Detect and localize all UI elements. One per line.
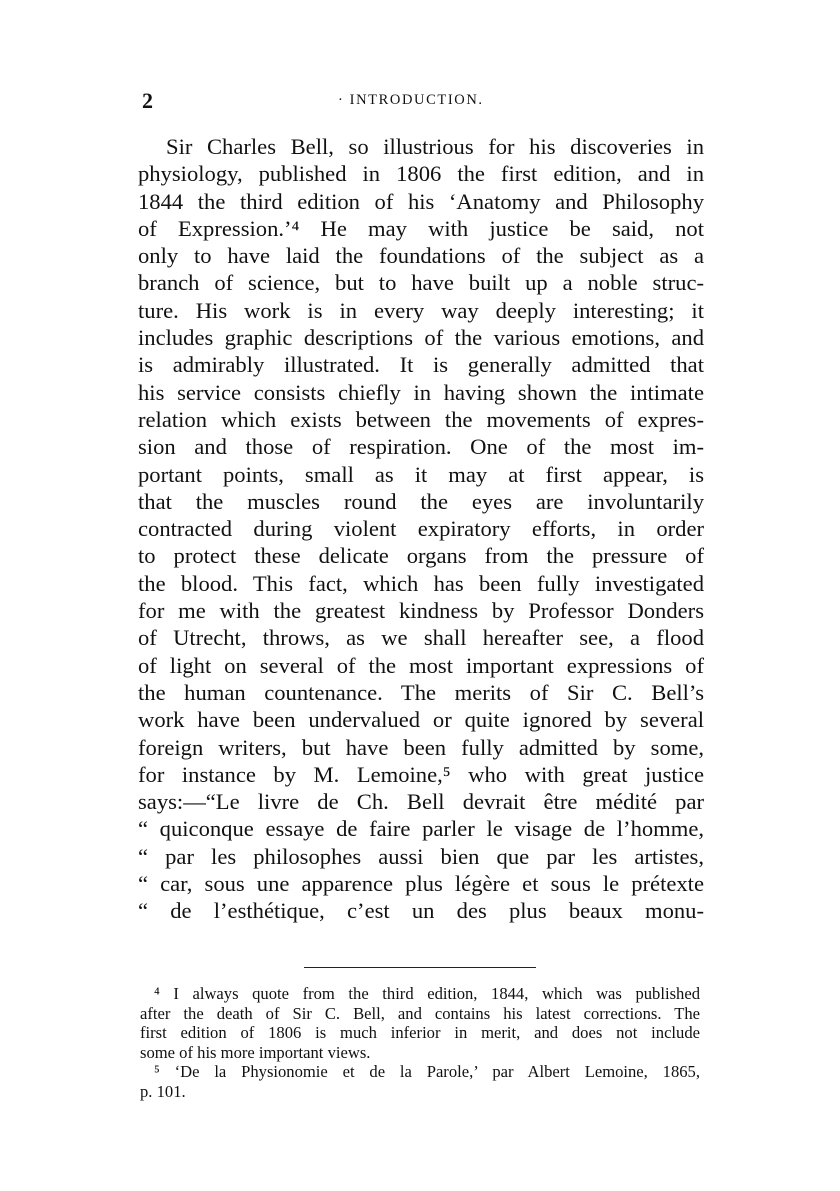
text-line: that the muscles round the eyes are involuntarily [138, 488, 704, 514]
text-line: “ quiconque essaye de faire parler le visage de l’homme, [138, 816, 704, 842]
text-line: foreign writers, but have been fully admitted by some, [138, 734, 704, 760]
page-number: 2 [142, 88, 153, 113]
text-line: includes graphic descriptions of the various emotions, and [138, 325, 704, 351]
text-line: contracted during violent expiratory efforts, in order [138, 516, 704, 542]
text-line: only to have laid the foundations of the subject as a [138, 243, 704, 269]
text-line: the human countenance. The merits of Sir C. Bell’s [138, 679, 704, 705]
text-line: “ car, sous une apparence plus légère et sous le prétexte [138, 871, 704, 897]
footnotes [140, 984, 700, 1102]
text-line: for instance by M. Lemoine,⁵ who with great justice [138, 761, 704, 787]
text-line: is admirably illustrated. It is generally admitted that [138, 352, 704, 378]
body-paragraph [138, 133, 704, 925]
footnote-line: some of his more important views. [140, 1042, 371, 1062]
footnote-line: first edition of 1806 is much inferior in merit, and does not include [140, 1023, 700, 1043]
text-line: to protect these delicate organs from the pressure of [138, 543, 704, 569]
text-line: work have been undervalued or quite ignored by several [138, 707, 704, 733]
text-line: of Expression.’⁴ He may with justice be said, not [138, 215, 704, 241]
running-head [138, 88, 704, 112]
text-line: of Utrecht, throws, as we shall hereafter see, a flood [138, 625, 704, 651]
footnote-line: p. 101. [140, 1081, 186, 1101]
text-line: Sir Charles Bell, so illustrious for his discoveries in [166, 134, 704, 159]
running-title: · INTRODUCTION. [338, 92, 484, 108]
footnote-divider [304, 967, 536, 968]
text-line: the blood. This fact, which has been fully investigated [138, 570, 704, 596]
text-line: portant points, small as it may at first appear, is [138, 461, 704, 487]
text-line: 1844 the third edition of his ‘Anatomy and Philosophy [138, 188, 704, 214]
text-line: branch of science, but to have built up a noble struc- [138, 270, 704, 296]
text-line: physiology, published in 1806 the first edition, and in [138, 161, 704, 187]
footnote-line: after the death of Sir C. Bell, and contains his latest corrections. The [140, 1003, 700, 1023]
text-line: ture. His work is in every way deeply interesting; it [138, 297, 704, 323]
text-line: says:—“Le livre de Ch. Bell devrait être médité par [138, 789, 704, 815]
text-line: sion and those of respiration. One of the most im- [138, 434, 704, 460]
footnote-line: ⁴ I always quote from the third edition, 1844, which was published [154, 984, 700, 1003]
text-line: “ de l’esthétique, c’est un des plus beaux monu- [138, 898, 704, 924]
text-line: his service consists chiefly in having shown the intimate [138, 379, 704, 405]
text-line: “ par les philosophes aussi bien que par les artistes, [138, 843, 704, 869]
text-line: for me with the greatest kindness by Professor Donders [138, 598, 704, 624]
footnote-line: ⁵ ‘De la Physionomie et de la Parole,’ par Albert Lemoine, 1865, [154, 1062, 700, 1082]
text-line: relation which exists between the movements of expres- [138, 406, 704, 432]
text-line: of light on several of the most important expressions of [138, 652, 704, 678]
